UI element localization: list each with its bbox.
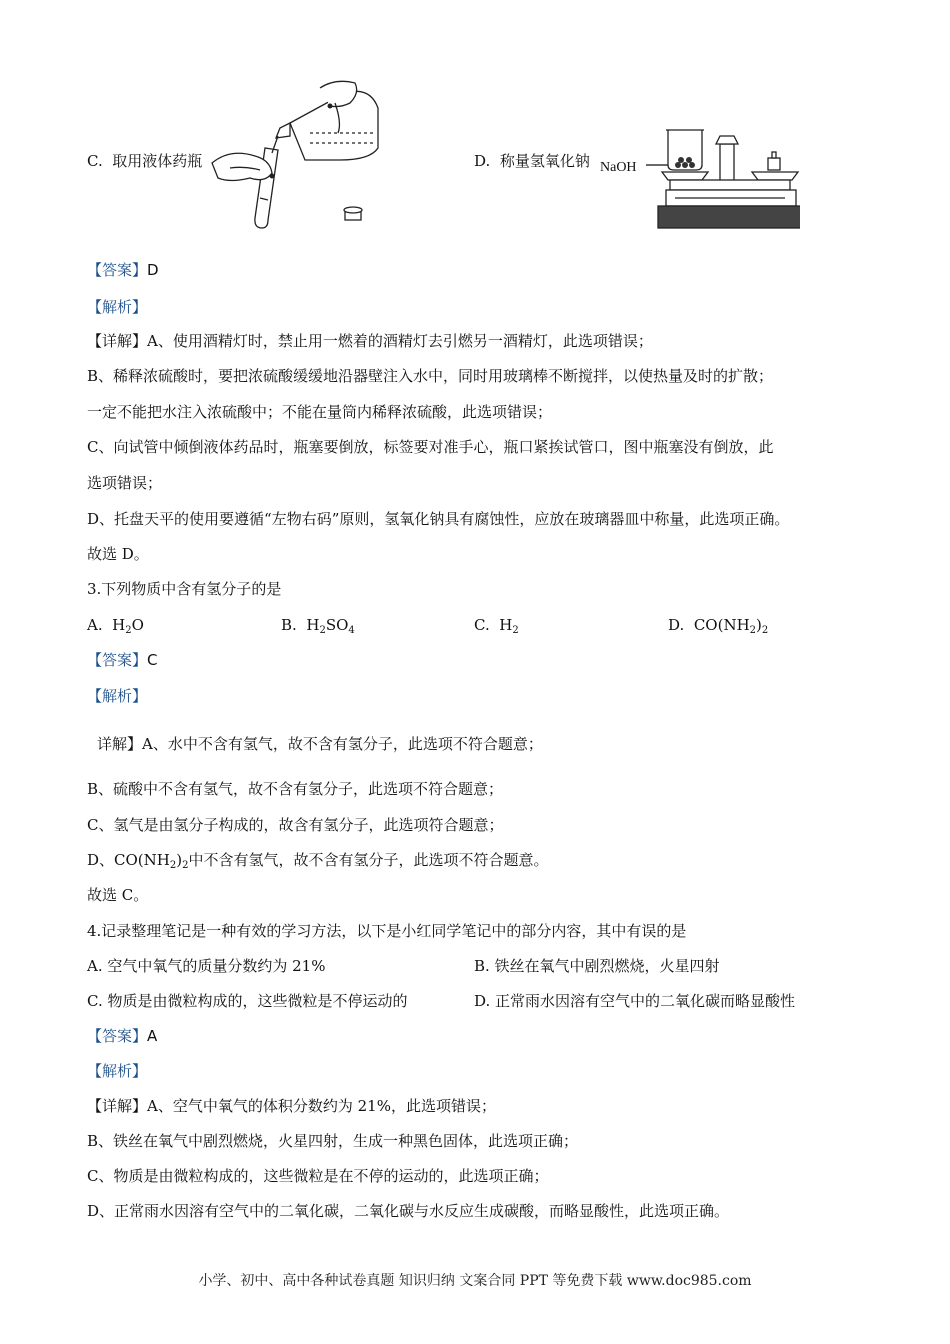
q3-analysis-label: 【解析】 [87, 687, 148, 705]
pour-liquid-figure [210, 78, 385, 238]
q3-analysis-line: D、$CO(NH_2)_2$中不含有氢气，故不含有氢分子，此选项不符合题意。 [87, 851, 549, 871]
q2-analysis-line: 故选 D。 [87, 545, 149, 563]
q2-analysis-line: 选项错误； [87, 474, 163, 492]
q4-analysis-line: D、正常雨水因溶有空气中的二氧化碳，二氧化碳与水反应生成碳酸，而略显酸性，此选项正确。 [87, 1202, 730, 1220]
q4-option-b: B. 铁丝在氧气中剧烈燃烧，火星四射 [474, 957, 720, 975]
q4-analysis-label: 【解析】 [87, 1062, 148, 1080]
q3-option-d: D. $CO(NH_2)_2$ [668, 616, 769, 636]
q4-stem: 4.记录整理笔记是一种有效的学习方法，以下是小红同学笔记中的部分内容，其中有误的是 [87, 922, 687, 940]
q3-stem: 3.下列物质中含有氢分子的是 [87, 580, 282, 598]
q4-answer: 【答案】A [87, 1027, 158, 1045]
q3-analysis-line: 故选 C。 [87, 886, 149, 904]
q3-option-a: A. $H_2O$ [87, 616, 144, 636]
naoh-label: NaOH [600, 160, 637, 175]
q3-answer: 【答案】C [87, 651, 158, 669]
page-footer: 小学、初中、高中各种试卷真题 知识归纳 文案合同 PPT 等免费下载 www.doc985.com [198, 1273, 752, 1289]
q4-option-c: C. 物质是由微粒构成的，这些微粒是不停运动的 [87, 992, 408, 1010]
q3-analysis-line: C、氢气是由氢分子构成的，故含有氢分子，此选项符合题意； [87, 816, 504, 834]
q4-option-d: D. 正常雨水因溶有空气中的二氧化碳而略显酸性 [474, 992, 796, 1010]
q2-option-c: C. 取用液体药瓶 [87, 152, 203, 170]
q2-analysis-line: B、稀释浓硫酸时，要把浓硫酸缓缓地沿器壁注入水中，同时用玻璃棒不断搅拌，以使热量及时的扩散； [87, 367, 774, 385]
q2-analysis-line: 【详解】A、使用酒精灯时，禁止用一燃着的酒精灯去引燃另一酒精灯，此选项错误； [87, 332, 653, 350]
q4-analysis-line: 【详解】A、空气中氧气的体积分数约为 21%，此选项错误； [87, 1097, 496, 1115]
q3-analysis-line: 详解】A、水中不含有氢气，故不含有氢分子，此选项不符合题意； [97, 735, 543, 753]
balance-figure [600, 120, 800, 232]
q2-analysis-line: D、托盘天平的使用要遵循“左物右码”原则，氢氧化钠具有腐蚀性，应放在玻璃器皿中称量，此选项正确。 [87, 510, 790, 528]
q4-option-a: A. 空气中氧气的质量分数约为 21% [87, 957, 326, 975]
q2-analysis-label: 【解析】 [87, 298, 148, 316]
q3-option-c: C. $H_2$ [474, 616, 519, 636]
q2-answer: 【答案】D [87, 261, 159, 279]
q4-analysis-line: B、铁丝在氧气中剧烈燃烧，火星四射，生成一种黑色固体，此选项正确； [87, 1132, 579, 1150]
q3-option-b: B. $H_2SO_4$ [281, 616, 355, 636]
q2-analysis-line: C、向试管中倾倒液体药品时，瓶塞要倒放，标签要对准手心，瓶口紧挨试管口，图中瓶塞没有倒放，此 [87, 438, 774, 456]
q2-analysis-line: 一定不能把水注入浓硫酸中；不能在量筒内稀释浓硫酸，此选项错误； [87, 403, 553, 421]
q4-analysis-line: C、物质是由微粒构成的，这些微粒是在不停的运动的，此选项正确； [87, 1167, 549, 1185]
q2-option-d: D. 称量氢氧化钠 [474, 152, 590, 170]
q3-analysis-line: B、硫酸中不含有氢气，故不含有氢分子，此选项不符合题意； [87, 780, 504, 798]
